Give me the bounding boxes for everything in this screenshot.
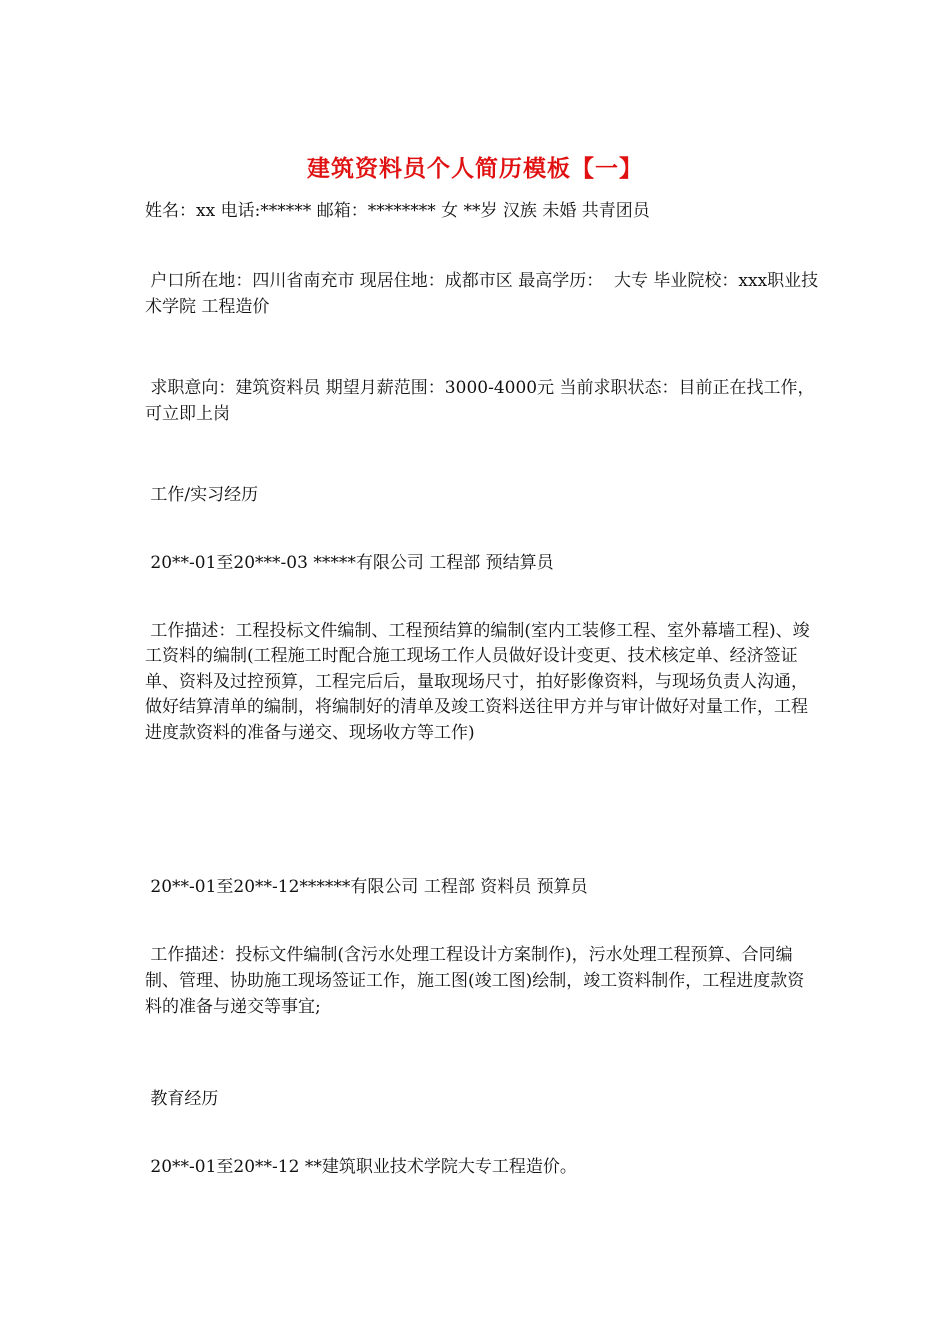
residence-education-info: 户口所在地：四川省南充市 现居住地：成都市区 最高学历： 大专 毕业院校：xxx职业技术学院 工程造价	[145, 271, 819, 317]
job-description-2: 工作描述：投标文件编制(含污水处理工程设计方案制作)，污水处理工程预算、合同编制、管理、协助施工现场签证工作，施工图(竣工图)绘制，竣工资料制作，工程进度款资料的准备与递交等事宜;	[145, 945, 805, 1017]
job-description-1: 工作描述：工程投标文件编制、工程预结算的编制(室内工装修工程、室外幕墙工程)、竣工资料的编制(工程施工时配合施工现场工作人员做好设计变更、技术核定单、经济签证单、资料及过控预算，工程完后后，量取现场尺寸，拍好影像资料，与现场负责人沟通，做好结算清单的编制，将编制好的清单及竣工资料送往甲方并与审计做好对量工作，工程进度款资料的准备与递交、现场收方等工作)	[145, 621, 810, 743]
job-intent: 求职意向：建筑资料员 期望月薪范围：3000-4000元 当前求职状态：目前正在找工作，可立即上岗	[145, 378, 815, 424]
job-entry-1: 20**-01至20***-03 *****有限公司 工程部 预结算员	[145, 553, 554, 573]
work-experience-heading: 工作/实习经历	[145, 485, 259, 505]
education-heading: 教育经历	[145, 1089, 219, 1109]
education-entry-1: 20**-01至20**-12 **建筑职业技术学院大专工程造价。	[145, 1157, 577, 1177]
job-entry-2: 20**-01至20**-12******有限公司 工程部 资料员 预算员	[145, 877, 588, 897]
document-title: 建筑资料员个人简历模板【一】	[307, 155, 643, 182]
basic-info: 姓名：xx 电话:****** 邮箱：******** 女 **岁 汉族 未婚 共青团员	[145, 201, 650, 221]
